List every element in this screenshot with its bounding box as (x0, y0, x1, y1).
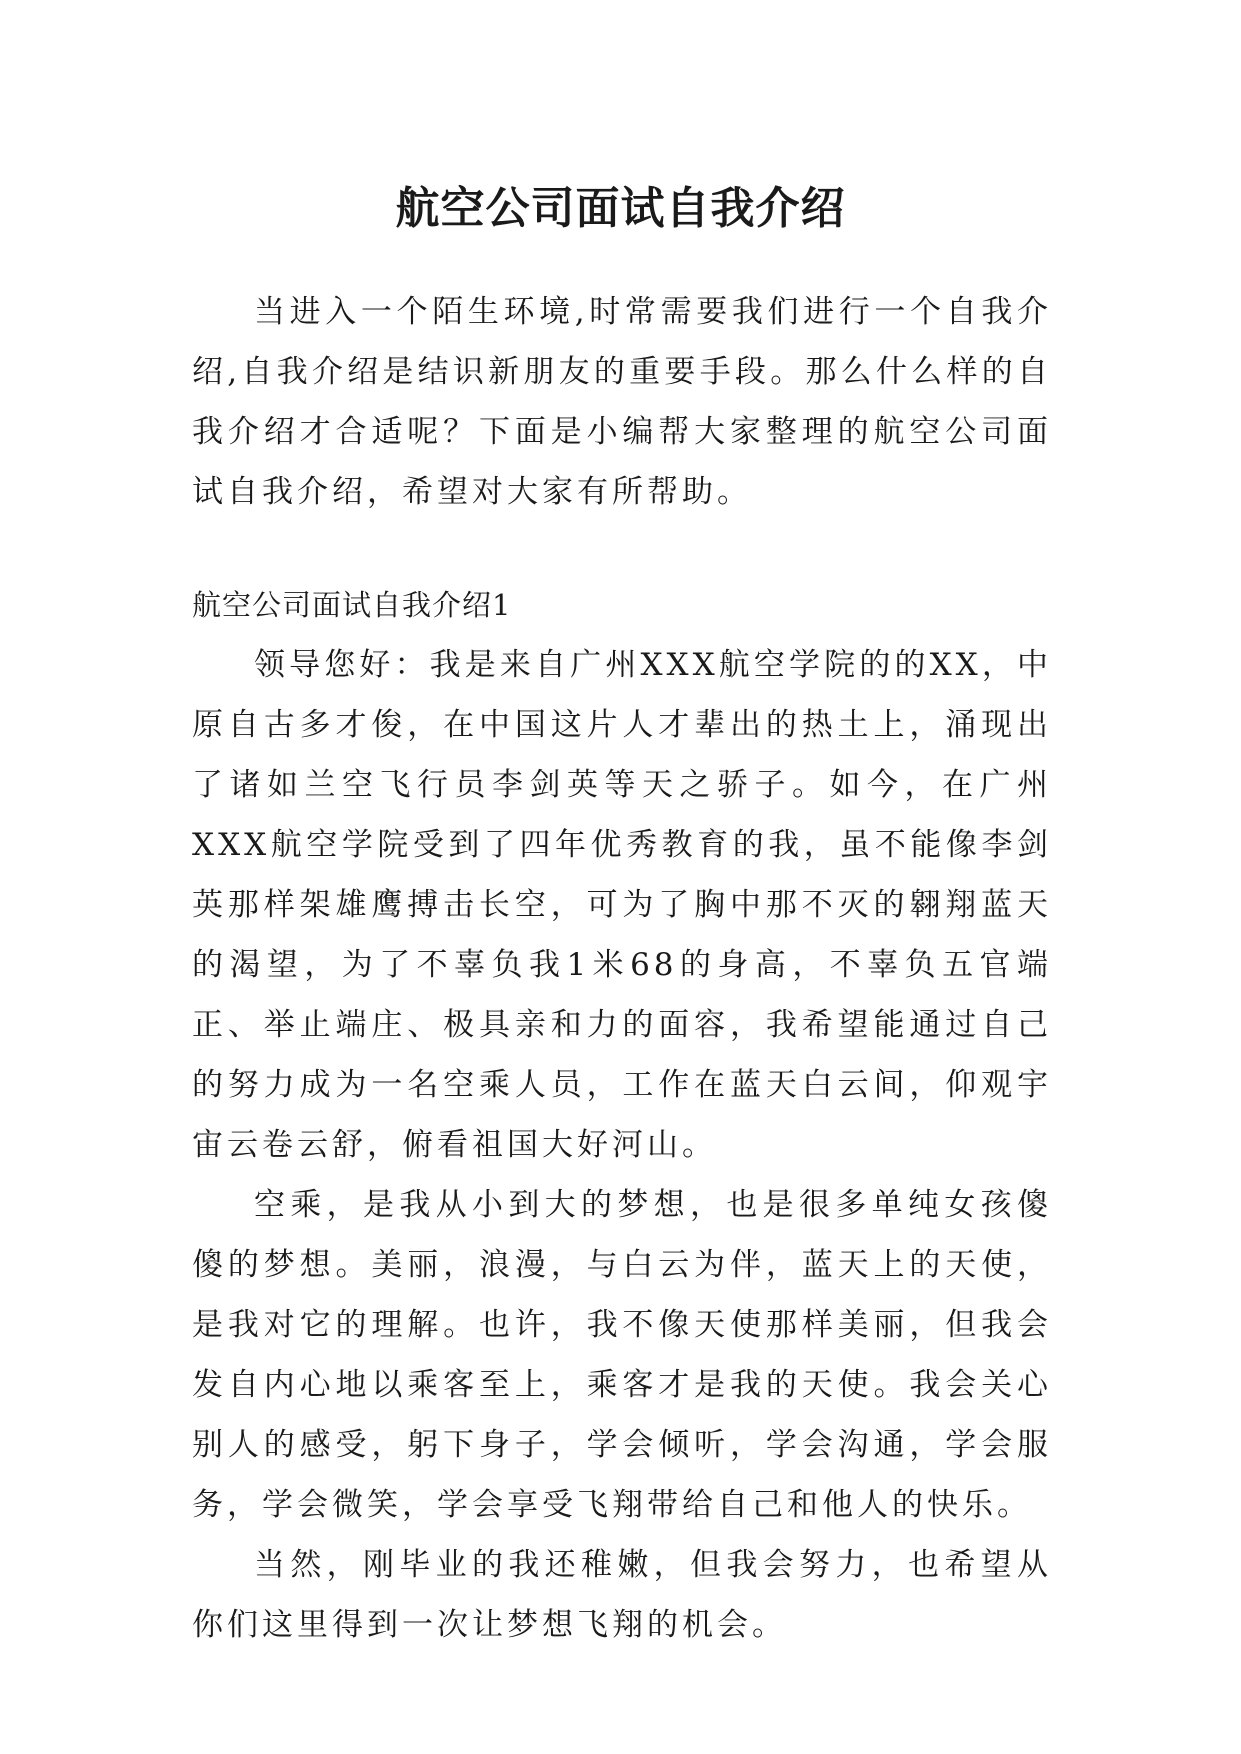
body-paragraph: 空乘，是我从小到大的梦想，也是很多单纯女孩傻傻的梦想。美丽，浪漫，与白云为伴，蓝天上的天使，是我对它的理解。也许，我不像天使那样美丽，但我会发自内心地以乘客至上，乘客才是我的天使。我会关心别人的感受，躬下身子，学会倾听，学会沟通，学会服务，学会微笑，学会享受飞翔带给自己和他人的快乐。 (192, 1187, 1052, 1523)
section-body (192, 635, 1052, 1655)
document-title: 航空公司面试自我介绍 (395, 183, 846, 235)
section-heading: 航空公司面试自我介绍1 (192, 588, 512, 622)
body-paragraph: 领导您好：我是来自广州XXX航空学院的的XX，中原自古多才俊，在中国这片人才辈出的热土上，涌现出了诸如兰空飞行员李剑英等天之骄子。如今，在广州XXX航空学院受到了四年优秀教育的我，虽不能像李剑英那样架雄鹰搏击长空，可为了胸中那不灭的翱翔蓝天的渴望，为了不辜负我1米68的身高，不辜负五官端正、举止端庄、极具亲和力的面容，我希望能通过自己的努力成为一名空乘人员，工作在蓝天白云间，仰观宇宙云卷云舒，俯看祖国大好河山。 (192, 647, 1052, 1163)
intro-paragraph: 当进入一个陌生环境,时常需要我们进行一个自我介绍,自我介绍是结识新朋友的重要手段。那么什么样的自我介绍才合适呢？下面是小编帮大家整理的航空公司面试自我介绍，希望对大家有所帮助。 (192, 294, 1052, 510)
intro-section (192, 282, 1052, 522)
body-paragraph: 当然，刚毕业的我还稚嫩，但我会努力，也希望从你们这里得到一次让梦想飞翔的机会。 (192, 1547, 1052, 1643)
